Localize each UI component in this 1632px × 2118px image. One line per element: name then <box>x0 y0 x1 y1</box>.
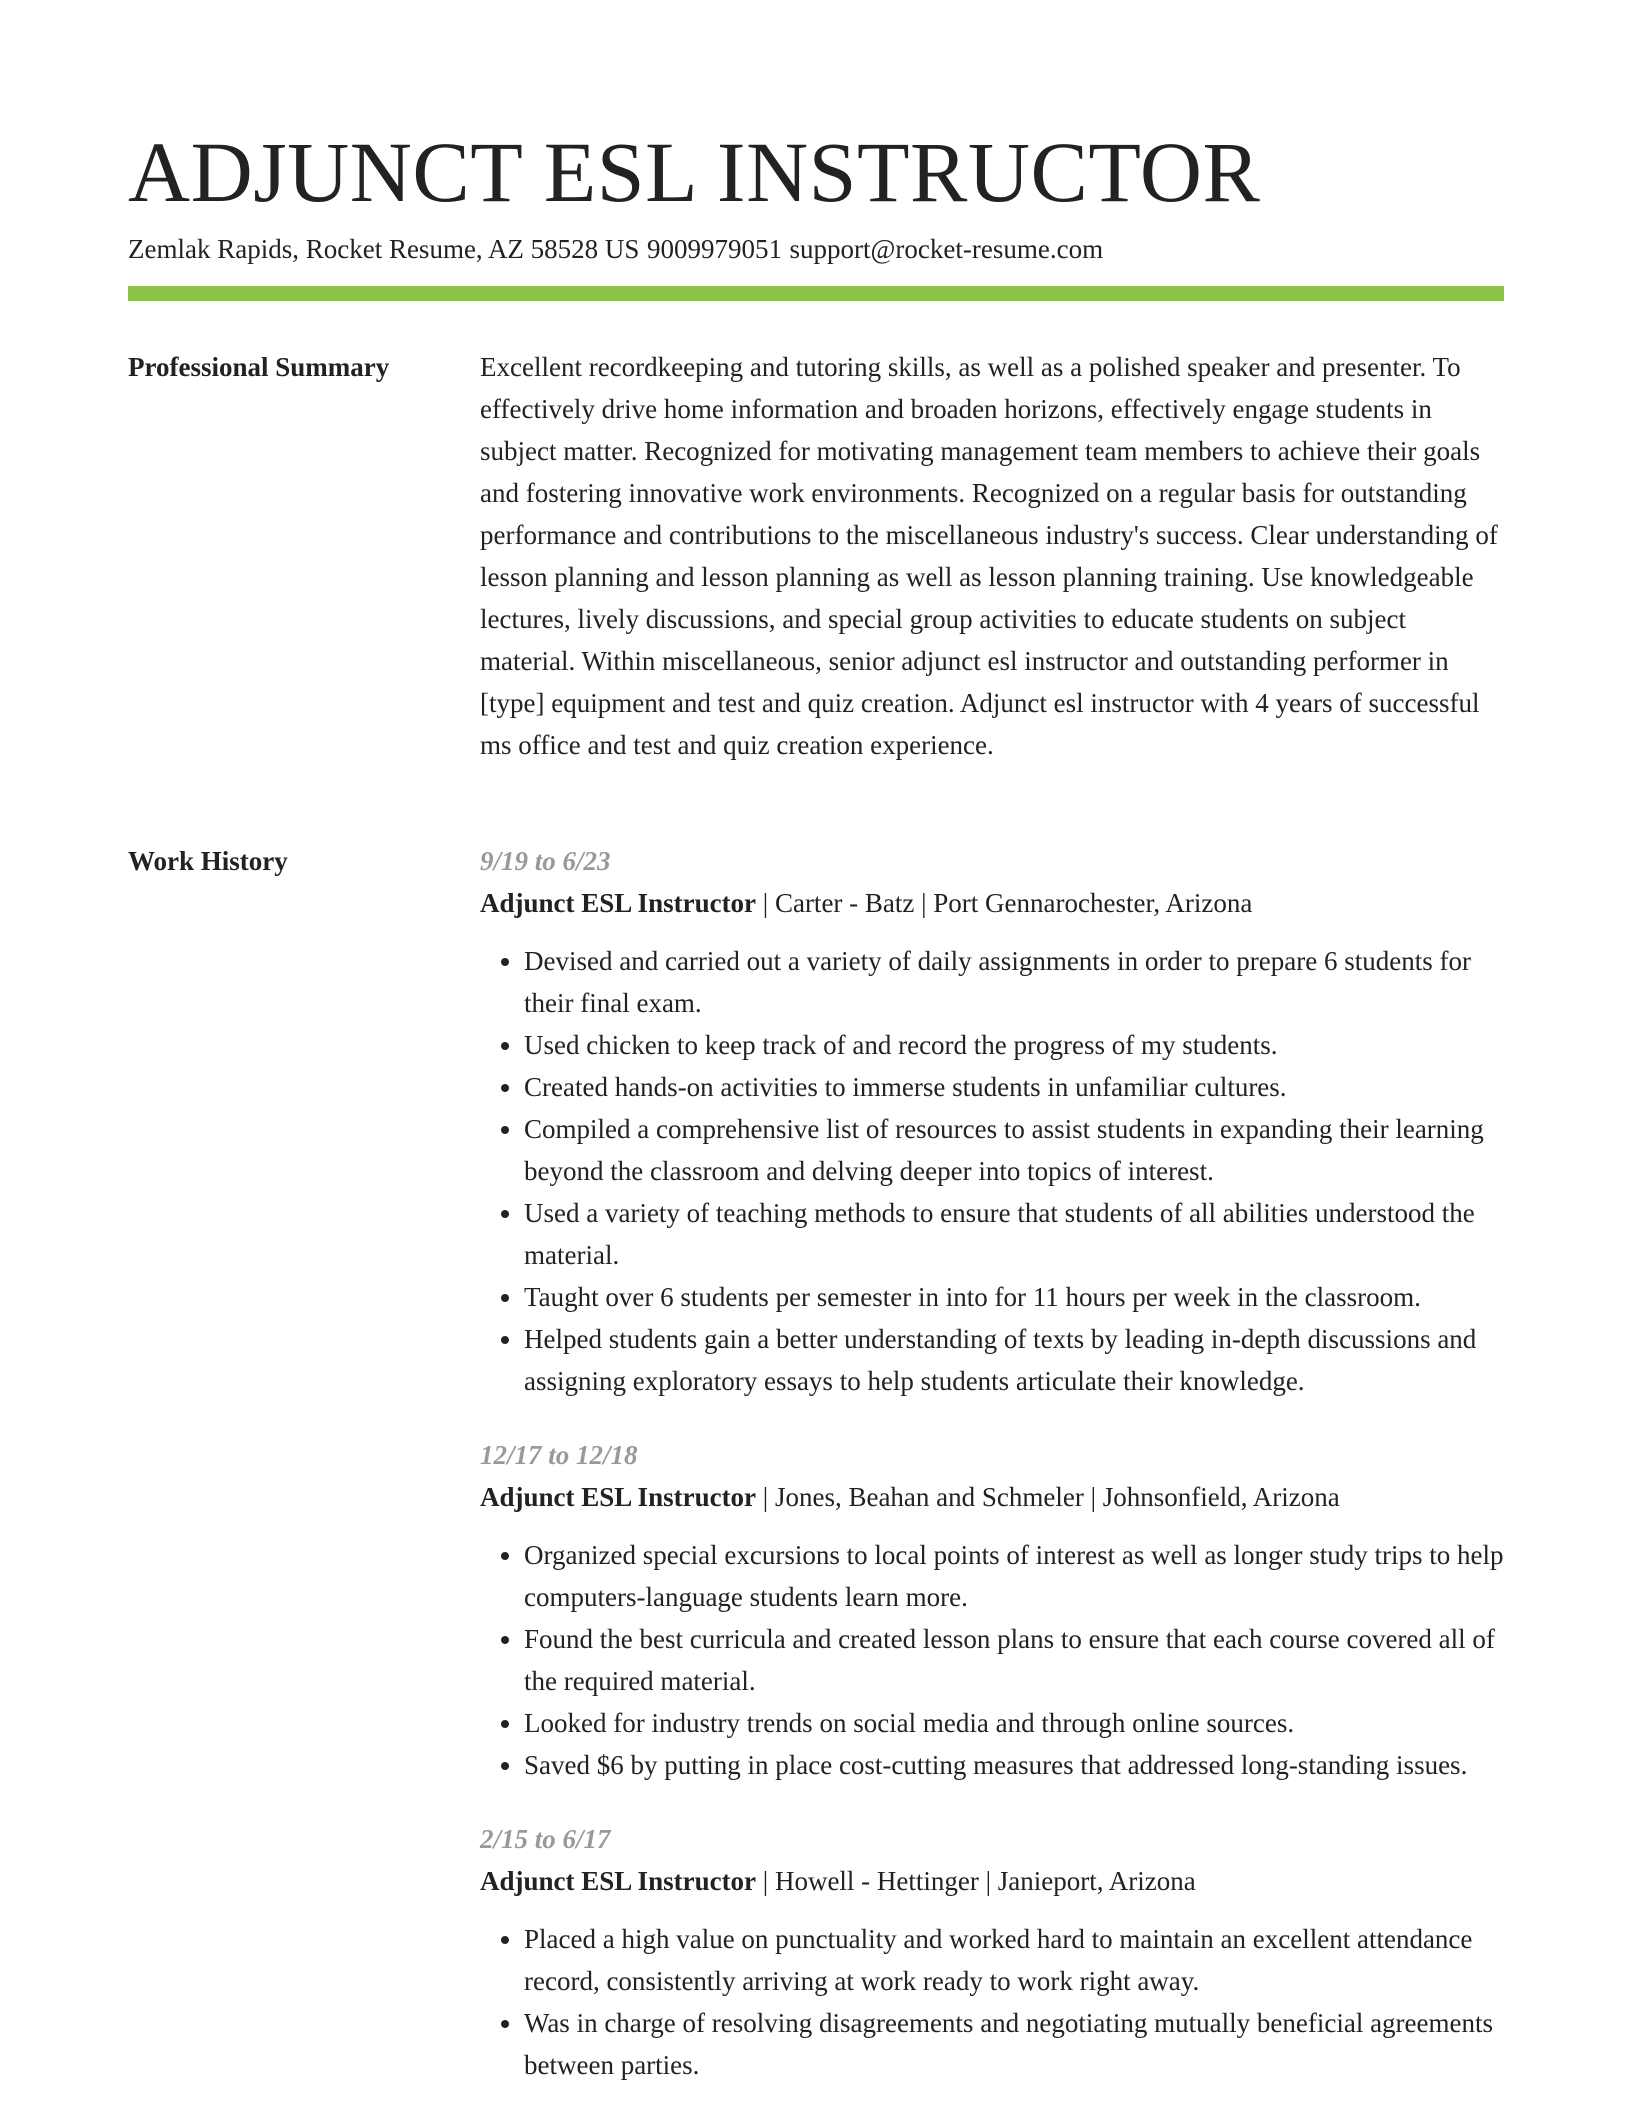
summary-body <box>480 346 1504 766</box>
job-entry <box>480 1434 1504 1786</box>
job-bullet: • Used a variety of teaching methods to ensure that students of all abilities understood the material. <box>524 1192 1504 1276</box>
job-bullet-list <box>480 1534 1504 1786</box>
job-bullet: • Taught over 6 students per semester in into for 11 hours per week in the classroom. <box>524 1276 1504 1318</box>
contact-address: Zemlak Rapids, Rocket Resume, AZ 58528 US <box>128 234 640 264</box>
job-title-line <box>480 882 1504 924</box>
summary-heading: Professional Summary <box>128 352 390 382</box>
job-date: 2/15 to 6/17 <box>480 1824 611 1854</box>
job-title: Adjunct ESL Instructor <box>480 888 757 918</box>
contact-line <box>128 230 1103 268</box>
job-bullet: • Found the best curricula and created lesson plans to ensure that each course covered all of the required material. <box>524 1618 1504 1702</box>
job-bullet: • Used chicken to keep track of and record the progress of my students. <box>524 1024 1504 1066</box>
job-employer-location: | Jones, Beahan and Schmeler | Johnsonfield, Arizona <box>756 1482 1340 1512</box>
job-title: Adjunct ESL Instructor <box>480 1482 757 1512</box>
job-bullet: • Saved $6 by putting in place cost-cutting measures that addressed long-standing issues. <box>524 1744 1504 1786</box>
job-bullet-list <box>480 940 1504 1402</box>
job-bullet: • Compiled a comprehensive list of resources to assist students in expanding their learning beyond the classroom and delving deeper into topics of interest. <box>524 1108 1504 1192</box>
job-date: 9/19 to 6/23 <box>480 846 611 876</box>
job-employer-location: | Howell - Hettinger | Janieport, Arizona <box>756 1866 1196 1896</box>
header-divider <box>128 286 1504 301</box>
job-employer-location: | Carter - Batz | Port Gennarochester, Arizona <box>756 888 1253 918</box>
job-bullet: • Devised and carried out a variety of daily assignments in order to prepare 6 students for their final exam. <box>524 940 1504 1024</box>
job-date: 12/17 to 12/18 <box>480 1440 638 1470</box>
job-entry <box>480 1818 1504 2086</box>
job-bullet-list <box>480 1918 1504 2086</box>
job-title-line <box>480 1860 1504 1902</box>
job-bullet: • Was in charge of resolving disagreements and negotiating mutually beneficial agreements between parties. <box>524 2002 1504 2086</box>
work-history-body <box>480 840 1504 2118</box>
summary-text: Excellent recordkeeping and tutoring skills, as well as a polished speaker and presenter. To effectively drive home information and broaden horizons, effectively engage students in subject matter. Recognized for motivating management team members to achieve their goals and fostering innovative work environments. Recognized on a regular basis for outstanding performance and contributions to the miscellaneous industry's success. Clear understanding of lesson planning and lesson planning as well as lesson planning training. Use knowledgeable lectures, lively discussions, and special group activities to educate students on subject material. Within miscellaneous, senior adjunct esl instructor and outstanding performer in [type] equipment and test and quiz creation. Adjunct esl instructor with 4 years of successful ms office and test and quiz creation experience. <box>480 352 1498 760</box>
job-entry <box>480 840 1504 1402</box>
resume-title: ADJUNCT ESL INSTRUCTOR <box>128 124 1261 220</box>
job-title-line <box>480 1476 1504 1518</box>
job-bullet: • Organized special excursions to local points of interest as well as longer study trips to help computers-language students learn more. <box>524 1534 1504 1618</box>
contact-email: support@rocket-resume.com <box>789 234 1104 264</box>
job-bullet: • Helped students gain a better understanding of texts by leading in-depth discussions and assigning exploratory essays to help students articulate their knowledge. <box>524 1318 1504 1402</box>
job-bullet: • Placed a high value on punctuality and worked hard to maintain an excellent attendance record, consistently arriving at work ready to work right away. <box>524 1918 1504 2002</box>
work-history-heading: Work History <box>128 846 288 876</box>
job-bullet: • Looked for industry trends on social media and through online sources. <box>524 1702 1504 1744</box>
contact-phone: 9009979051 <box>647 234 782 264</box>
job-bullet: • Created hands-on activities to immerse students in unfamiliar cultures. <box>524 1066 1504 1108</box>
job-title: Adjunct ESL Instructor <box>480 1866 757 1896</box>
